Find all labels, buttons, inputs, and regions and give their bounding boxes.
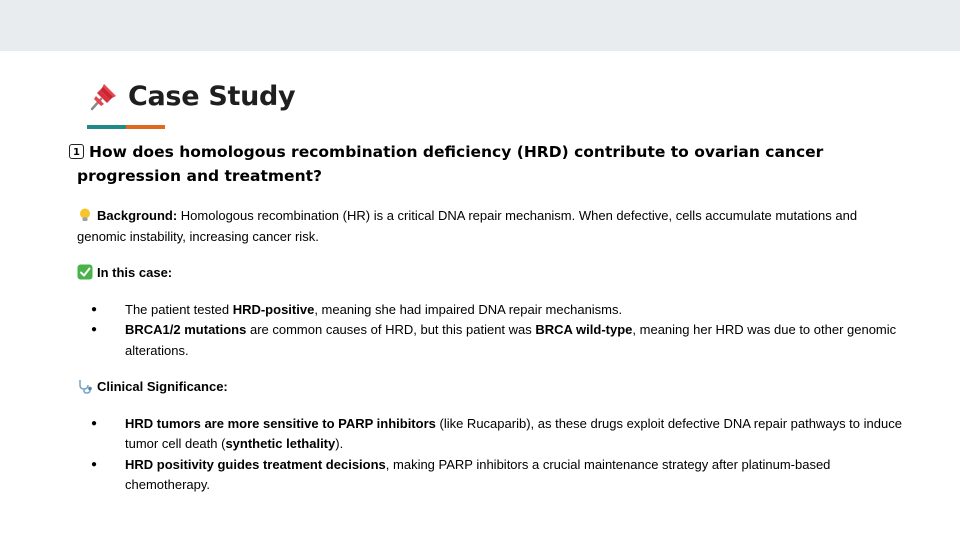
list-item	[77, 300, 907, 321]
bold-text: BRCA wild-type	[535, 322, 633, 337]
slide-title-row	[86, 78, 295, 114]
top-band	[0, 0, 960, 51]
text: The patient tested	[125, 301, 233, 317]
bold-text: HRD tumors are more sensitive to PARP inhibitors	[125, 415, 436, 431]
in-this-case-heading	[77, 263, 907, 284]
bold-text: HRD-positive	[232, 301, 315, 317]
list-item	[77, 414, 907, 455]
clinical-heading	[77, 377, 907, 398]
question-text: How does homologous recombination deficiency (HRD) contribute to ovarian cancer progression and treatment?	[77, 143, 824, 185]
list-item	[77, 320, 907, 361]
page-title: Case Study	[128, 80, 296, 112]
bold-text: HRD positivity guides treatment decisions	[125, 456, 386, 472]
accent-line-orange	[126, 125, 165, 129]
in-this-case-label: In this case:	[97, 265, 173, 280]
clinical-list	[77, 414, 907, 496]
background-label: Background:	[97, 208, 178, 223]
stethoscope-icon	[77, 378, 93, 394]
text: , meaning she had impaired DNA repair mechanisms.	[314, 301, 623, 317]
text: ).	[335, 436, 344, 451]
accent-line-teal	[87, 125, 126, 129]
list-item	[77, 455, 907, 496]
check-mark-icon	[77, 264, 93, 280]
bold-text: BRCA1/2 mutations	[125, 322, 247, 337]
slide-content	[73, 140, 907, 496]
text: , meaning her HRD was due to other genomic alterations.	[125, 322, 897, 358]
bold-text: synthetic lethality	[225, 436, 336, 451]
lightbulb-icon	[77, 207, 93, 223]
text: are common causes of HRD, but this patient was	[246, 322, 536, 337]
text: , making PARP inhibitors a crucial maintenance strategy after platinum-based chemotherapy.	[125, 456, 831, 492]
question	[73, 140, 907, 188]
in-this-case-list	[77, 300, 907, 362]
pushpin-icon	[86, 78, 122, 114]
clinical-label: Clinical Significance:	[97, 379, 228, 394]
background-text: Homologous recombination (HR) is a critical DNA repair mechanism. When defective, cells accumulate mutations and genomic instability, increasing cancer risk.	[77, 208, 858, 244]
text: (like Rucaparib), as these drugs exploit defective DNA repair pathways to induce tumor cell death (	[125, 415, 902, 451]
background-paragraph	[77, 206, 907, 247]
keycap-number-icon: 1	[69, 144, 84, 159]
